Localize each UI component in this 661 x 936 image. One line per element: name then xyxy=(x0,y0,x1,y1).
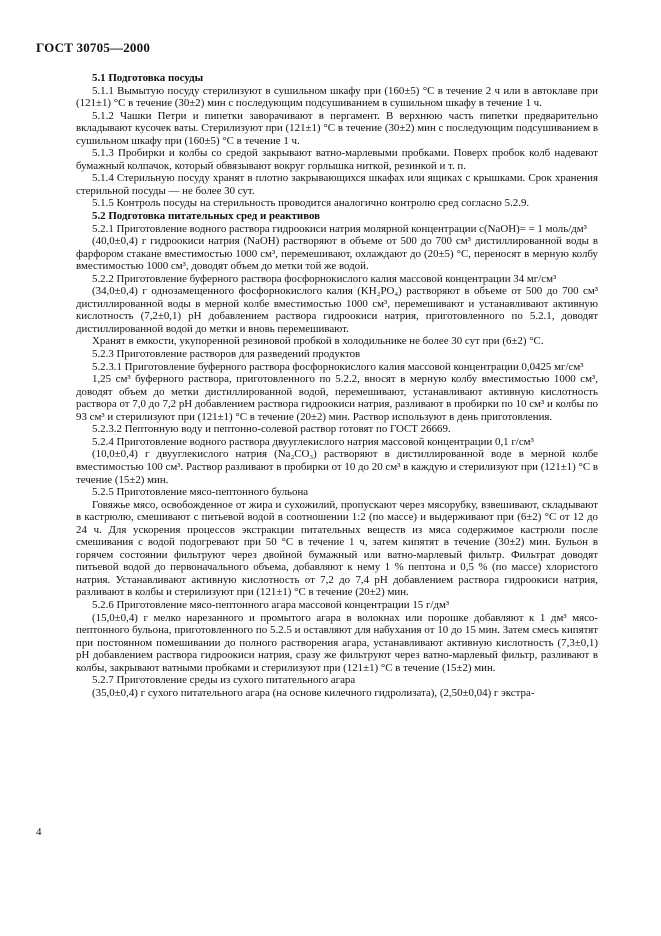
paragraph: 5.2.2 Приготовление буферного раствора фосфорнокислого калия массовой концентрации 34 мг/см³ xyxy=(92,272,557,285)
paragraph: 5.1.4 Стерильную посуду хранят в плотно закрывающихся шкафах или ящиках с крышками. Срок хранения стерильной посуды — не более 30 сут. xyxy=(76,172,598,197)
paragraph: 1,25 см³ буферного раствора, приготовленного по 5.2.2, вносят в мерную колбу вместимостью 1000 см³, доводят объем до метки дистиллированной водой, перемешивают, устанавливают активную кислотность раствора от 7,0 до 7,2 рН добавлением раствора гидроокиси натрия, разливают в пробирки по 10 см³ и колбы по 93 см³ и стерилизуют при (121±1) °С в течение (20±2) мин. Раствор используют в день приготовления. xyxy=(76,373,598,423)
paragraph: 5.2.3 Приготовление растворов для разведений продуктов xyxy=(92,348,361,361)
paragraph: (35,0±0,4) г сухого питательного агара (на основе килечного гидролизата), (2,50±0,04) г экстра- xyxy=(92,686,535,699)
document-header: ГОСТ 30705—2000 xyxy=(36,40,151,55)
paragraph: 5.1.2 Чашки Петри и пипетки заворачивают в пергамент. В верхнюю часть пипетки предварительно вкладывают кусочек ваты. Стерилизуют при (121±1) °С в течение (30±2) мин с последующим подсушиванием в сушильном шкафу при (160±5) °С в течение 1 ч. xyxy=(76,109,598,147)
section-heading: 5.1 Подготовка посуды xyxy=(92,72,204,84)
paragraph: 5.1.5 Контроль посуды на стерильность проводится аналогично контролю сред согласно 5.2.9. xyxy=(92,197,530,210)
paragraph: 5.2.5 Приготовление мясо-пептонного бульона xyxy=(92,486,309,499)
section-heading: 5.2 Подготовка питательных сред и реактивов xyxy=(92,210,321,223)
paragraph: (34,0±0,4) г однозамещенного фосфорнокислого калия (KH₂PO₄) растворяют в объеме от 500 до 700 см³ дистиллированной воды в мерной колбе вместимостью 1000 см³, перемешивают и устанавливают активную кислотность (7,2±0,1) рН добавлением раствора гидроокиси натрия, приготовленного по 5.2.1, доводят дистиллированной водой до метки и вновь перемешивают. xyxy=(76,285,598,335)
paragraph: 5.2.7 Приготовление среды из сухого питательного агара xyxy=(92,674,356,687)
paragraph: Хранят в емкости, укупоренной резиновой пробкой в холодильнике не более 30 сут при (6±2) °С. xyxy=(92,335,544,348)
paragraph: 5.2.3.2 Пептонную воду и пептонно-солевой раствор готовят по ГОСТ 26669. xyxy=(92,423,451,436)
paragraph: Говяжье мясо, освобожденное от жира и сухожилий, пропускают через мясорубку, взвешивают, складывают в кастрюлю, смешивают с питьевой водой в соотношении 1:2 (по массе) и выдерживают при (6±2) °С от 12 до 24 ч. Для ускорения процессов экстракции питательных веществ из мяса содержимое кастрюли после смешивания с водой подогревают при 50 °С в течение 1 ч, затем кипятят в течение (30±2) мин. Бульон в горячем состоянии фильтруют через двойной бумажный или ватно-марлевый фильтр. Фильтрат доводят питьевой водой до первоначального объема, добавляют к нему 1 % пептона и 0,5 % (по массе) хлористого натрия. Устанавливают активную кислотность от 7,2 до 7,4 рН добавлением раствора гидроокиси натрия, разливают в колбы и стерилизуют при (121±1) °С в течение (20±2) мин. xyxy=(76,498,598,599)
paragraph: (10,0±0,4) г двууглекислого натрия (Na₂CO₃) растворяют в дистиллированной воде в мерной колбе вместимостью 100 см³. Раствор разливают в пробирки от 10 до 20 см³ в каждую и стерилизуют при (121±1) °С в течение (15±2) мин. xyxy=(76,448,598,486)
page-number: 4 xyxy=(36,826,42,838)
paragraph: (40,0±0,4) г гидроокиси натрия (NaOH) растворяют в объеме от 500 до 700 см³ дистиллированной воды в фарфором стакане вместимостью 1000 см³, перемешивают, охлаждают до (20±5) °С, переносят в мерную колбу вместимостью 1000 см³, доводят объем до метки той же водой. xyxy=(76,235,598,273)
paragraph: 5.2.3.1 Приготовление буферного раствора фосфорнокислого калия массовой концентрации 0,0425 мг/см³ xyxy=(92,360,584,373)
paragraph: 5.1.1 Вымытую посуду стерилизуют в сушильном шкафу при (160±5) °С в течение 2 ч или в автоклаве при (121±1) °С в течение (30±2) мин с последующим подсушиванием в сушильном шкафу в течение 1 ч. xyxy=(76,84,598,110)
paragraph: 5.2.6 Приготовление мясо-пептонного агара массовой концентрации 15 г/дм³ xyxy=(92,598,450,611)
document-body xyxy=(76,72,598,699)
paragraph: (15,0±0,4) г мелко нарезанного и промытого агара в волокнах или порошке добавляют к 1 дм³ мясо-пептонного бульона, приготовленного по 5.2.5 и оставляют для набухания от 10 до 15 мин. Затем смесь кипятят при постоянном помешивании до полного растворения агара, устанавливают активную кислотность (7,3±0,1) рН добавлением раствора гидроокиси натрия, сразу же фильтруют через ватно-марлевый фильтр, разливают в колбы, закрывают ватными пробками и стерилизуют при (121±1) °С в течение (15±2) мин. xyxy=(76,611,598,674)
paragraph: 5.1.3 Пробирки и колбы со средой закрывают ватно-марлевыми пробками. Поверх пробок колб надевают бумажный колпачок, который обвязывают вокруг горлышка ниткой, резинкой и т. п. xyxy=(76,147,598,172)
paragraph: 5.2.4 Приготовление водного раствора двууглекислого натрия массовой концентрации 0,1 г/см³ xyxy=(92,435,534,448)
paragraph: 5.2.1 Приготовление водного раствора гидроокиси натрия молярной концентрации c(NaOH)= = 1 моль/дм³ xyxy=(92,222,587,235)
